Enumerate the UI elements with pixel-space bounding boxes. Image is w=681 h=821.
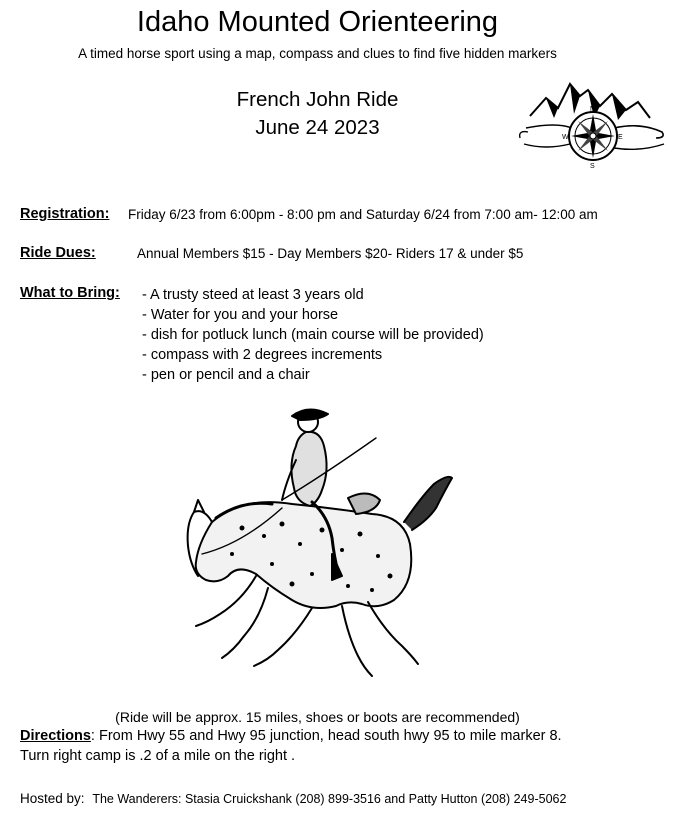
directions-label: Directions: [20, 728, 91, 744]
directions-text: : From Hwy 55 and Hwy 95 junction, head south hwy 95 to mile marker 8.: [90, 728, 562, 744]
list-item: - Water for you and your horse: [142, 307, 339, 323]
page-subtitle: A timed horse sport using a map, compass and clues to find five hidden markers: [78, 46, 557, 61]
logo-east-letter: E: [618, 134, 623, 141]
bring-label: What to Bring:: [20, 285, 120, 301]
dues-text: Annual Members $15 - Day Members $20- Riders 17 & under $5: [137, 246, 524, 261]
registration-label: Registration:: [20, 206, 110, 222]
hosted-text: The Wanderers: Stasia Cruickshank (208) 899-3516 and Patty Hutton (208) 249-5062: [92, 792, 567, 806]
registration-text: Friday 6/23 from 6:00pm - 8:00 pm and Saturday 6/24 from 7:00 am- 12:00 am: [128, 207, 598, 222]
list-item: - compass with 2 degrees increments: [142, 347, 383, 363]
list-item: - dish for potluck lunch (main course will be provided): [142, 327, 484, 343]
event-date: June 24 2023: [255, 116, 380, 139]
compass-mountain-logo: [516, 78, 668, 178]
dues-label: Ride Dues:: [20, 245, 96, 261]
list-item: - pen or pencil and a chair: [142, 367, 310, 383]
hosted-line: [20, 791, 566, 806]
directions-line: [20, 728, 562, 744]
ride-note: (Ride will be approx. 15 miles, shoes or boots are recommended): [115, 709, 520, 725]
bring-list: [142, 285, 484, 385]
logo-north-letter: N: [590, 106, 596, 113]
logo-west-letter: W: [562, 134, 569, 141]
page-title: Idaho Mounted Orienteering: [136, 6, 499, 38]
hosted-label: Hosted by:: [20, 791, 85, 806]
list-item: - A trusty steed at least 3 years old: [142, 287, 364, 303]
directions-text-2: Turn right camp is .2 of a mile on the right .: [20, 748, 296, 764]
event-name: French John Ride: [236, 88, 399, 111]
horse-rider-illustration: [172, 404, 472, 684]
logo-south-letter: S: [590, 163, 595, 170]
